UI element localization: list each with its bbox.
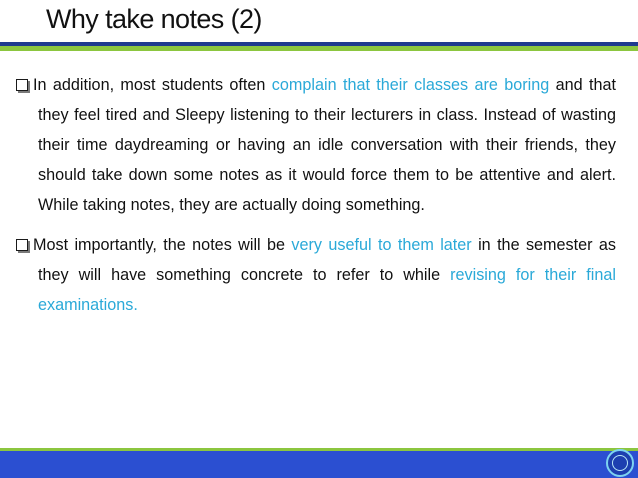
paragraph-2-text-b: in the semester as they will have something concrete to refer to while — [38, 236, 616, 284]
paragraph-1-highlight: complain that their classes are boring — [271, 76, 550, 94]
title-underline-green — [0, 46, 638, 51]
paragraph-2-highlight-b: revising for their final examinations. — [38, 266, 616, 314]
circle-button-icon[interactable] — [606, 449, 634, 477]
paragraph-2-highlight-a: very useful to them later — [291, 236, 472, 254]
square-bullet-icon — [16, 79, 28, 91]
square-bullet-icon — [16, 239, 28, 251]
slide-body — [16, 70, 616, 330]
paragraph-1-text-b: and that they feel tired and Sleepy listening to their lecturers in class. Instead of wasting their time daydreaming or having an idle conversation with their friends, they should take down some notes as it would force them to be attentive and alert. While taking notes, they are actually doing something. — [38, 76, 616, 214]
paragraph-1-text-a: In addition, most students often — [33, 76, 272, 94]
circle-button-inner — [612, 455, 628, 471]
paragraph-1 — [16, 70, 616, 220]
slide-title: Why take notes (2) — [46, 4, 262, 34]
paragraph-2 — [16, 230, 616, 320]
paragraph-2-text-a: Most importantly, the notes will be — [33, 236, 292, 254]
footer-bar — [0, 448, 638, 478]
